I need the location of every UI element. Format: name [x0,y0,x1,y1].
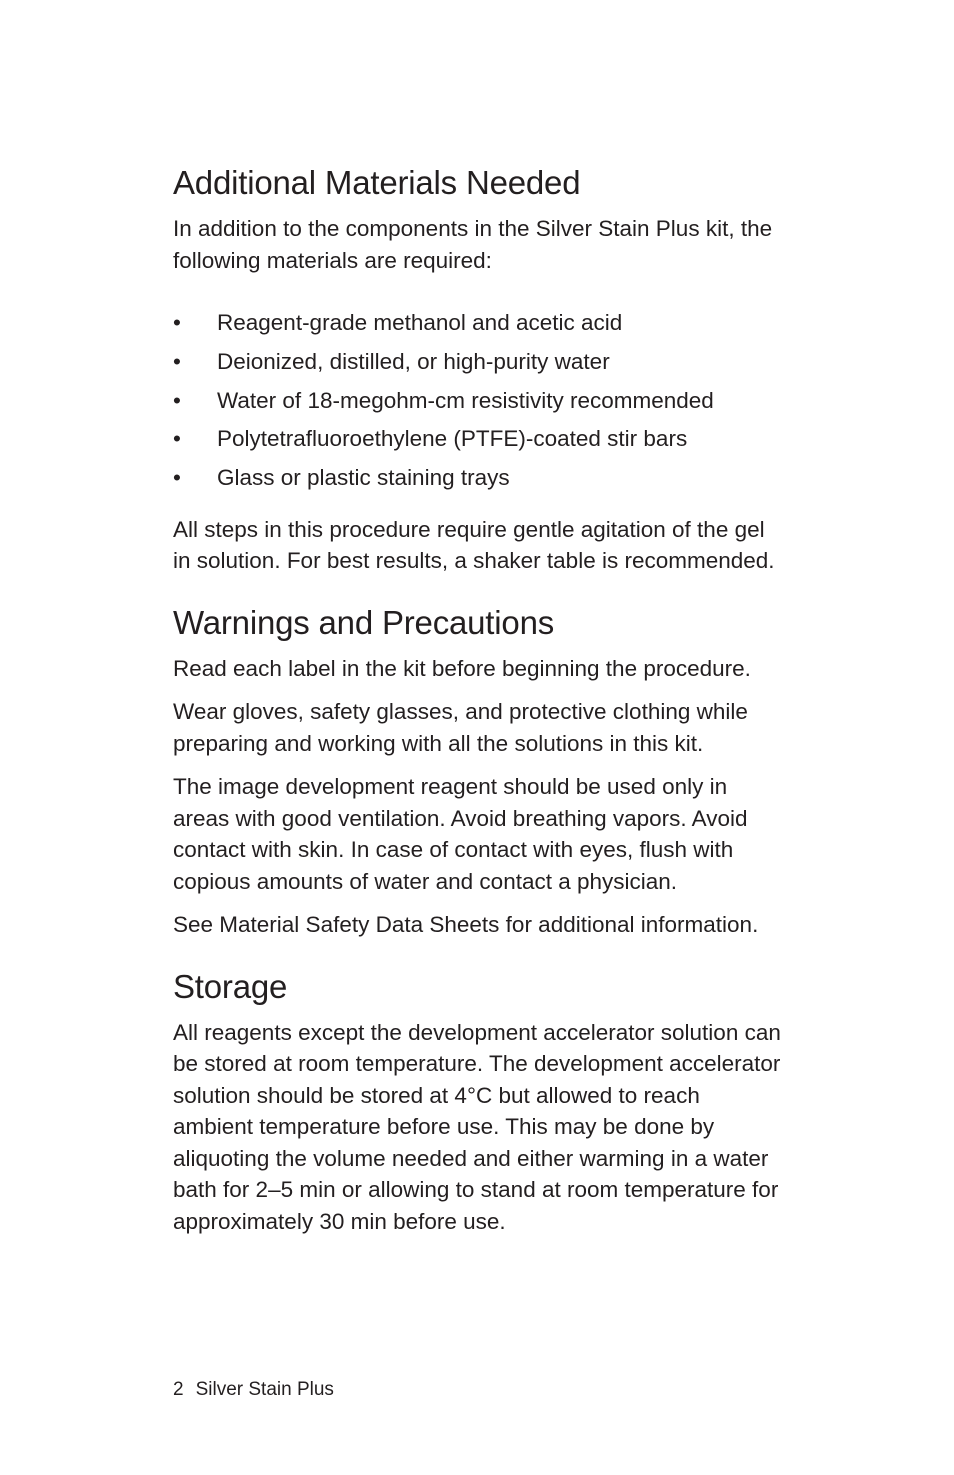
warning-paragraph: See Material Safety Data Sheets for additional information. [173,912,759,938]
page-footer [173,1377,334,1403]
bullet-icon: • [173,426,181,452]
list-item-text: Polytetrafluoroethylene (PTFE)-coated stir bars [217,426,688,452]
materials-intro: In addition to the components in the Silver Stain Plus kit, the following materials are required: [173,216,773,273]
list-item [173,304,783,343]
list-item-text: Deionized, distilled, or high-purity water [217,348,610,374]
list-item [173,382,783,421]
warning-paragraph: The image development reagent should be used only in areas with good ventilation. Avoid breathing vapors. Avoid contact with skin. In case of contact with eyes, flush with copious amounts of water and contact a physician. [173,774,748,894]
materials-note: All steps in this procedure require gentle agitation of the gel in solution. For best results, a shaker table is recommended. [173,516,775,574]
document-page [173,163,783,1249]
heading-additional-materials: Additional Materials Needed [173,164,581,201]
list-item [173,420,783,459]
warning-paragraph: Wear gloves, safety glasses, and protective clothing while preparing and working with all the solutions in this kit. [173,699,748,756]
storage-paragraph: All reagents except the development accelerator solution can be stored at room temperature. The development accelerator solution should be stored at 4°C but allowed to reach ambient temperature before use. This may be done by aliquoting the volume needed and either warming in a water bath for 2–5 min or allowing to stand at room temperature for approximately 30 min before use. [173,1019,781,1234]
materials-list [173,304,783,498]
section-storage [173,967,783,1238]
page-number: 2 [173,1379,184,1400]
section-additional-materials [173,163,783,577]
bullet-icon: • [173,465,181,491]
bullet-icon: • [173,348,181,374]
list-item [173,459,783,498]
section-warnings [173,603,783,941]
list-item-text: Glass or plastic staining trays [217,465,510,491]
list-item [173,343,783,382]
warning-paragraph: Read each label in the kit before beginning the procedure. [173,655,751,681]
bullet-icon: • [173,387,181,413]
list-item-text: Reagent-grade methanol and acetic acid [217,310,623,335]
bullet-icon: • [173,310,181,335]
list-item-text: Water of 18-megohm-cm resistivity recommended [217,387,714,413]
heading-storage: Storage [173,967,288,1005]
heading-warnings: Warnings and Precautions [173,603,555,641]
footer-product-name: Silver Stain Plus [195,1379,334,1400]
